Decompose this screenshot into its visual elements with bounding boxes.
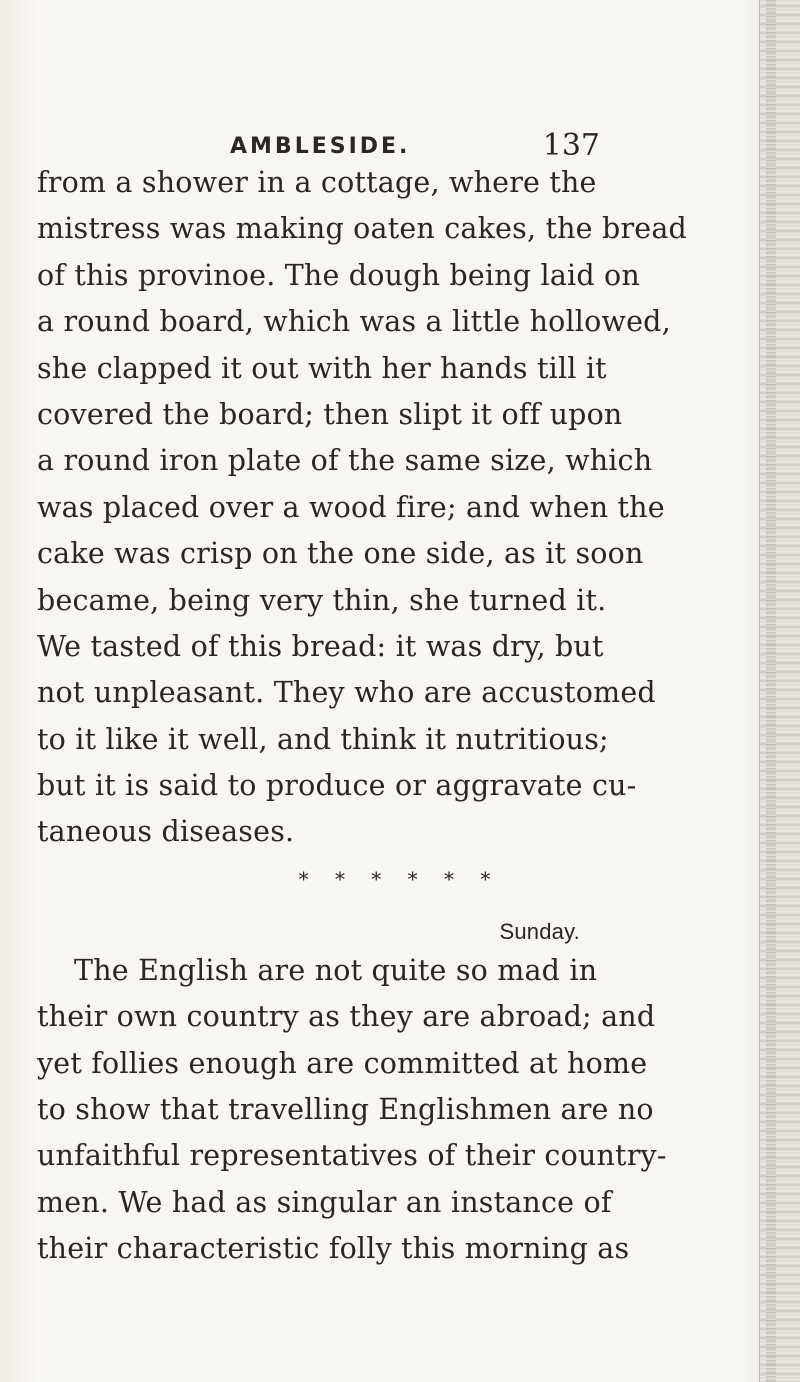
text-line: of this provinoe. The dough being laid on	[37, 258, 640, 292]
text-line: The English are not quite so mad in	[74, 953, 598, 987]
page-number: 137	[542, 128, 600, 163]
body-text	[37, 160, 687, 1273]
text-line: their own country as they are abroad; and	[37, 1000, 656, 1034]
text-line: from a shower in a cottage, where the	[37, 166, 597, 199]
dateline: Sunday.	[499, 918, 580, 944]
text-line: mistress was making oaten cakes, the bread	[37, 212, 687, 246]
text-line: became, being very thin, she turned it.	[37, 583, 607, 617]
text-line: but it is said to produce or aggravate cu-	[37, 769, 637, 803]
text-line: not unpleasant. They who are accustomed	[37, 676, 656, 710]
section-break-asterisks: * * * * * *	[298, 866, 501, 891]
running-head: AMBLESIDE.	[230, 134, 411, 159]
text-line: covered the board; then slipt it off upon	[37, 397, 623, 431]
text-line: she clapped it out with her hands till it	[37, 351, 607, 385]
text-line: to it like it well, and think it nutritious;	[37, 722, 609, 756]
text-line: unfaithful representatives of their country-	[37, 1139, 667, 1173]
text-line: men. We had as singular an instance of	[37, 1185, 612, 1219]
text-line: taneous diseases.	[37, 815, 295, 849]
text-line: yet follies enough are committed at home	[37, 1046, 648, 1080]
text-line: a round board, which was a little hollowed,	[37, 305, 671, 339]
text-line: We tasted of this bread: it was dry, but	[37, 629, 604, 663]
page-edge-binding	[759, 0, 800, 1382]
text-line: was placed over a wood fire; and when the	[37, 490, 665, 524]
text-line: cake was crisp on the one side, as it soon	[37, 537, 644, 571]
text-line: their characteristic folly this morning as	[37, 1232, 630, 1266]
text-line: to show that travelling Englishmen are no	[37, 1093, 654, 1127]
text-line: a round iron plate of the same size, which	[37, 444, 653, 478]
